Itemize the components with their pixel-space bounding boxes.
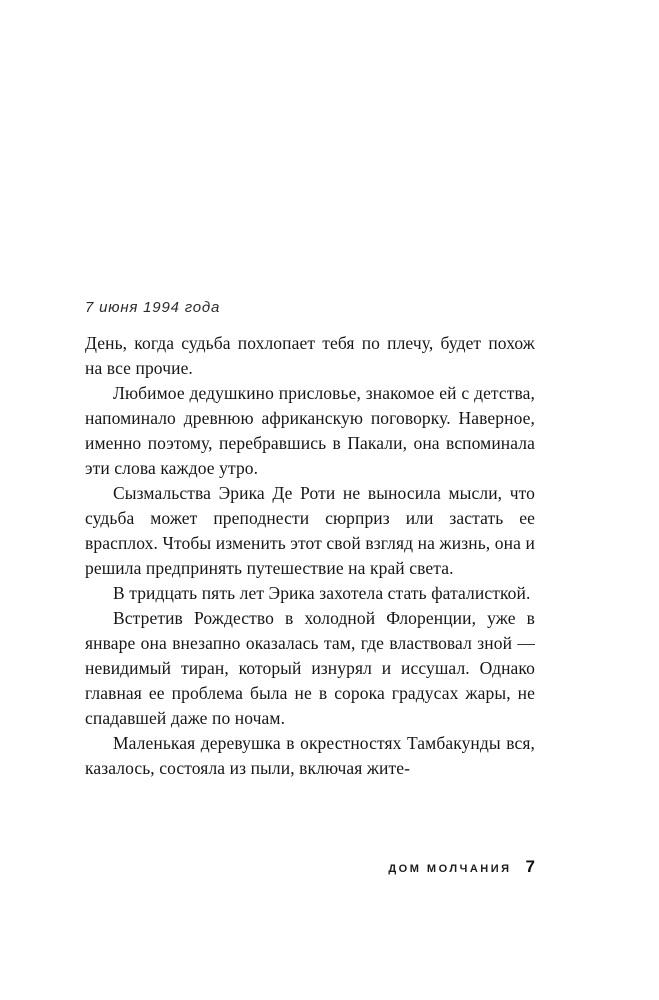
body-text bbox=[85, 331, 535, 781]
paragraph: Сызмальства Эрика Де Роти не выносила мысли, что судьба может преподнести сюрприз или застать ее врасплох. Чтобы изменить этот свой взгляд на жизнь, она и решила предпринять путешествие на край света. bbox=[85, 483, 535, 578]
paragraph: Маленькая деревушка в окрестностях Тамбакунды вся, казалось, состояла из пыли, включая жите- bbox=[85, 733, 535, 778]
paragraph: Встретив Рождество в холодной Флоренции, уже в январе она внезапно оказалась там, где властвовал зной — невидимый тиран, который изнурял и иссушал. Однако главная ее проблема была не в сорока градусах жары, не спадавшей даже по ночам. bbox=[85, 608, 535, 728]
chapter-date-heading: 7 июня 1994 года bbox=[85, 299, 221, 316]
paragraph: День, когда судьба похлопает тебя по плечу, будет похож на все прочие. bbox=[85, 333, 535, 378]
page-footer bbox=[85, 857, 535, 877]
paragraph: Любимое дедушкино присловье, знакомое ей с детства, напоминало древнюю африканскую поговорку. Наверное, именно поэтому, перебравшись в Пакали, она вспоминала эти слова каждое утро. bbox=[85, 383, 535, 478]
page-number: 7 bbox=[525, 857, 535, 876]
page-content bbox=[85, 299, 535, 781]
running-title: ДОМ МОЛЧАНИЯ bbox=[388, 863, 512, 875]
paragraph: В тридцать пять лет Эрика захотела стать фаталисткой. bbox=[113, 583, 531, 603]
